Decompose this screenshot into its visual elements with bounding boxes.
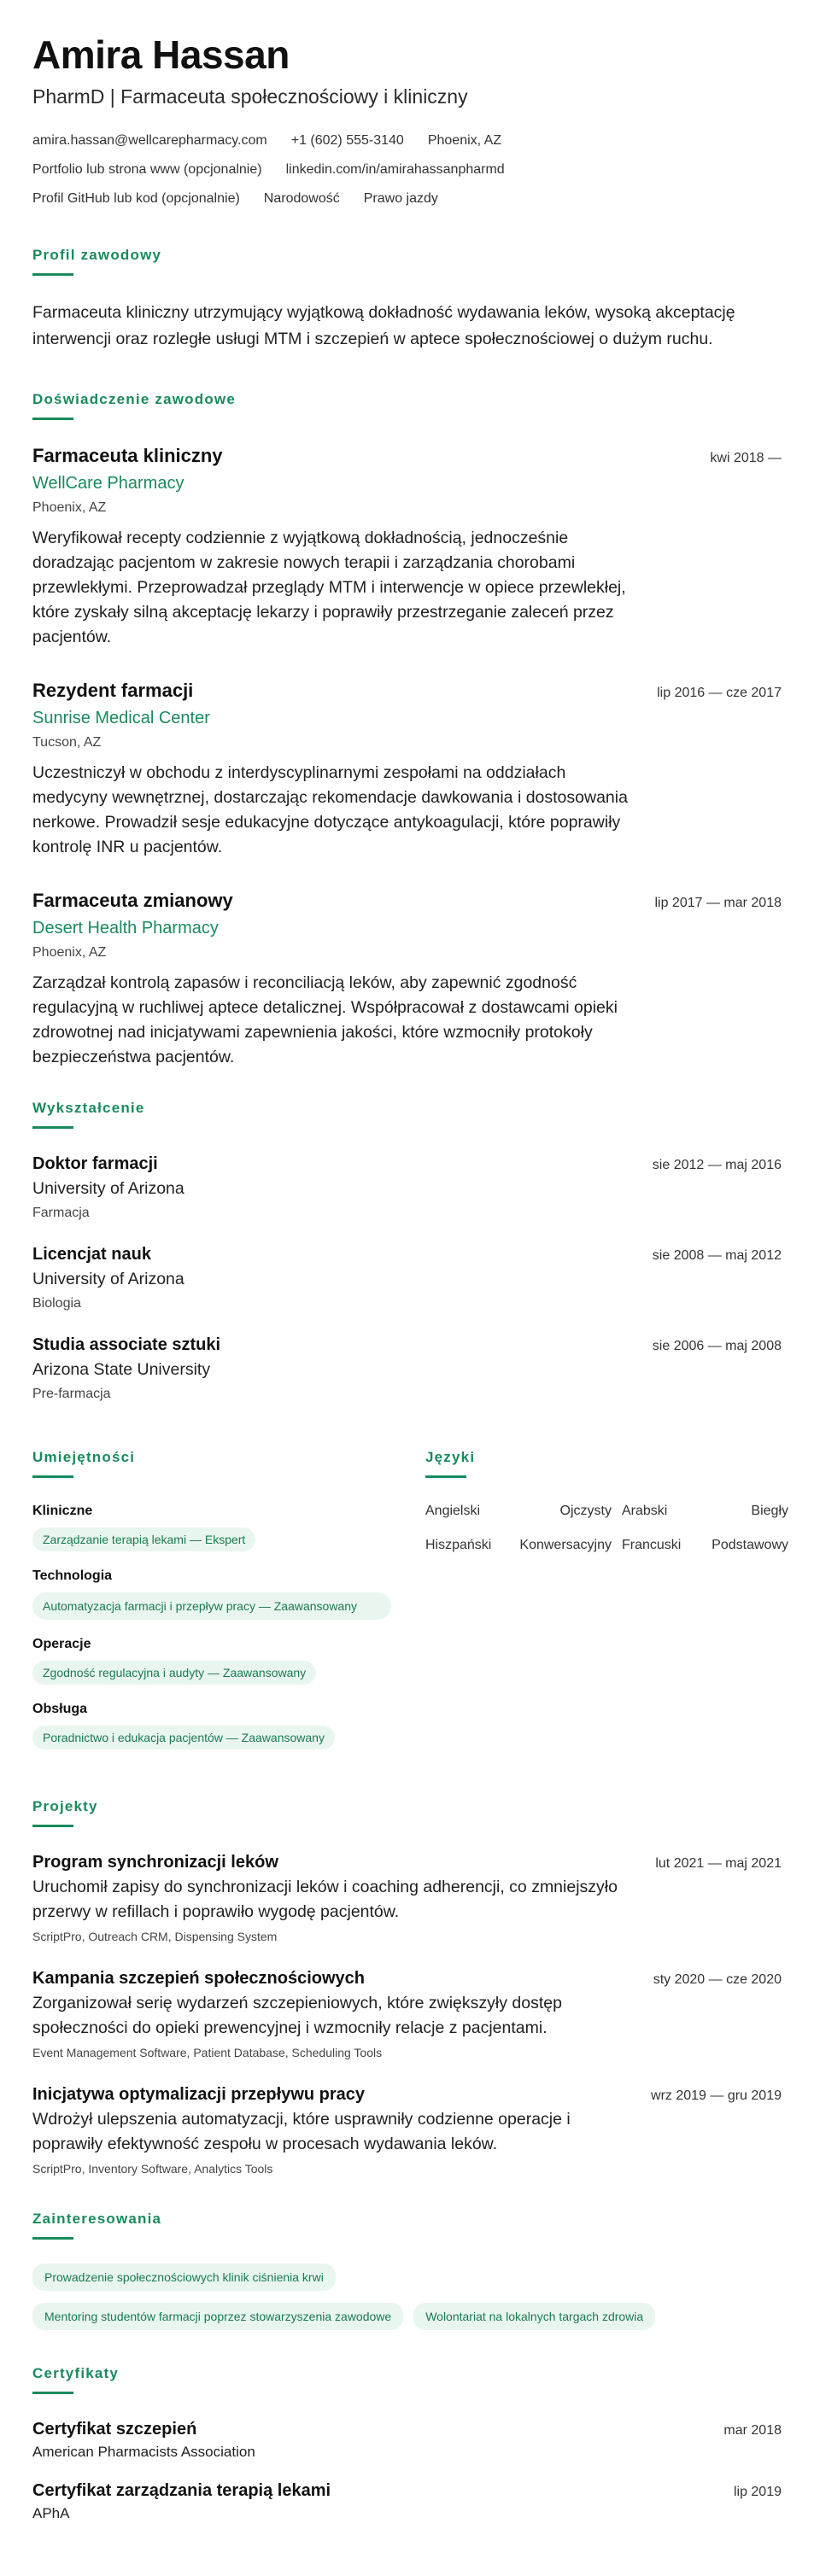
section-title: Projekty (32, 1798, 98, 1814)
language-name: Arabski (622, 1504, 668, 1518)
education-field: Farmacja (32, 1206, 90, 1220)
certificate-issuer: American Pharmacists Association (32, 2444, 255, 2460)
job-description: Zarządzał kontrolą zapasów i reconciliacją leków, aby zapewnić zgodność regulacyjną w ruchliwej aptece detalicznej. Współpracował z dostawcami opieki zdrowotnej nad inicjatywami zapewnienia jakości, które wzmocniły protokoły bezpieczeństwa pacjentów. (32, 973, 618, 1066)
job-dates: lip 2016 — cze 2017 (657, 686, 782, 700)
education-school: University of Arizona (32, 1179, 184, 1198)
job-dates: lip 2017 — mar 2018 (654, 896, 782, 910)
certificate-entry (32, 2480, 782, 2524)
section-divider (32, 418, 73, 420)
education-section (32, 1099, 782, 1404)
project-title: Inicjatywa optymalizacji przepływu pracy (32, 2085, 366, 2104)
education-entry (32, 1243, 782, 1313)
skill-group (32, 1700, 391, 1749)
project-entry (32, 2083, 782, 2177)
contact-phone[interactable]: +1 (602) 555-3140 (290, 133, 404, 148)
project-tech: ScriptPro, Outreach CRM, Dispensing System (32, 1930, 278, 1943)
profile-summary: Farmaceuta kliniczny utrzymujący wyjątkową dokładność wydawania leków, wysoką akceptację interwencji oraz rozległe usługi MTM i szczepień w aptece społecznościowej o dużym ruchu. (32, 303, 735, 348)
job-description: Weryfikował recepty codziennie z wyjątkową dokładnością, jednocześnie doradzając pacjentom w zakresie nowych terapii i zarządzania chorobami przewlekłymi. Przeprowadzał przeglądy MTM i interwencje w opiece przewlekłej, które zyskały silną akceptację lekarzy i poprawiły przestrzeganie zaleceń przez pacjentów. (32, 529, 626, 646)
projects-section (32, 1797, 782, 2177)
job-company: Desert Health Pharmacy (32, 919, 219, 938)
project-entry (32, 1967, 782, 2061)
project-dates: lut 2021 — maj 2021 (655, 1856, 782, 1871)
language-level: Ojczysty (559, 1504, 612, 1518)
project-description: Zorganizował serię wydarzeń szczepieniowych, które zwiększyły dostęp społeczności do opieki prewencyjnej i wzmocniły relacje z pacjentami. (32, 1994, 562, 2037)
skill-pill: Automatyzacja farmacji i przepływ pracy — Zaawansowany (32, 1592, 391, 1620)
language-name: Hiszpański (425, 1538, 492, 1552)
language-level: Podstawowy (712, 1538, 788, 1552)
section-divider (32, 2237, 73, 2240)
contact-github[interactable]: Profil GitHub lub kod (opcjonalnie) (32, 191, 240, 206)
section-divider (425, 1475, 466, 1478)
skill-pill: Zgodność regulacyjna i audyty — Zaawansowany (32, 1661, 316, 1685)
education-school: University of Arizona (32, 1270, 184, 1288)
skill-pill: Poradnictwo i edukacja pacjentów — Zaawansowany (32, 1726, 335, 1749)
section-divider (32, 1126, 73, 1129)
job-location: Phoenix, AZ (32, 945, 107, 960)
certificate-date: lip 2019 (733, 2485, 782, 2499)
profile-section (32, 246, 782, 353)
interests-row (32, 2263, 782, 2291)
job-entry (32, 444, 782, 650)
contact-info (32, 131, 782, 208)
certificate-title: Certyfikat zarządzania terapią lekami (32, 2481, 331, 2500)
interest-pill: Wolontariat na lokalnych targach zdrowia (413, 2303, 655, 2330)
contact-row-2 (32, 161, 782, 179)
project-entry (32, 1851, 782, 1945)
skill-group (32, 1635, 391, 1685)
contact-nationality: Narodowość (263, 191, 340, 206)
skill-pill: Zarządzanie terapią lekami — Ekspert (32, 1527, 255, 1551)
language-name: Francuski (622, 1538, 682, 1552)
contact-linkedin[interactable]: linkedin.com/in/amirahassanpharmd (285, 162, 505, 177)
interests-row (32, 2303, 782, 2330)
job-location: Tucson, AZ (32, 735, 102, 750)
skill-group (32, 1567, 391, 1620)
section-divider (32, 2392, 73, 2394)
skill-category: Operacje (32, 1637, 91, 1651)
certificate-title: Certyfikat szczepień (32, 2420, 197, 2439)
skill-category: Technologia (32, 1568, 113, 1583)
section-title: Doświadczenie zawodowe (32, 391, 237, 407)
section-title: Języki (425, 1449, 476, 1465)
certificate-entry (32, 2418, 782, 2462)
contact-license: Prawo jazdy (363, 191, 438, 206)
language-level: Konwersacyjny (519, 1538, 612, 1552)
section-divider (32, 1825, 73, 1827)
section-title: Wykształcenie (32, 1100, 145, 1116)
contact-row-1 (32, 131, 782, 150)
job-entry (32, 679, 782, 860)
project-title: Program synchronizacji leków (32, 1853, 278, 1872)
contact-location: Phoenix, AZ (427, 133, 502, 148)
education-entry (32, 1153, 782, 1223)
section-divider (32, 1475, 73, 1478)
interest-pill: Prowadzenie społecznościowych klinik ciśnienia krwi (32, 2263, 336, 2291)
project-dates: sty 2020 — cze 2020 (653, 1972, 782, 1987)
skill-category: Kliniczne (32, 1504, 93, 1518)
job-title: Rezydent farmacji (32, 680, 194, 701)
skill-group (32, 1502, 391, 1551)
education-degree: Licencjat nauk (32, 1245, 151, 1264)
contact-row-3 (32, 190, 782, 208)
project-dates: wrz 2019 — gru 2019 (651, 2088, 782, 2103)
education-field: Pre-farmacja (32, 1387, 111, 1401)
language-level: Biegły (751, 1504, 788, 1518)
contact-portfolio[interactable]: Portfolio lub strona www (opcjonalnie) (32, 162, 262, 177)
section-divider (32, 273, 73, 276)
candidate-headline: PharmD | Farmaceuta społecznościowy i kliniczny (32, 85, 468, 108)
languages-section (425, 1448, 788, 1765)
certificate-date: mar 2018 (723, 2423, 782, 2438)
skills-section (32, 1448, 391, 1765)
language-row (425, 1502, 788, 1521)
job-dates: kwi 2018 — (710, 451, 782, 465)
section-title: Certyfikaty (32, 2365, 120, 2381)
language-row (425, 1536, 788, 1555)
section-title: Umiejętności (32, 1449, 136, 1465)
education-dates: sie 2006 — maj 2008 (652, 1339, 782, 1353)
job-company: Sunrise Medical Center (32, 709, 210, 727)
job-location: Phoenix, AZ (32, 500, 107, 515)
project-title: Kampania szczepień społecznościowych (32, 1969, 366, 1988)
interests-section (32, 2210, 782, 2330)
education-field: Biologia (32, 1296, 81, 1311)
certificates-section (32, 2364, 782, 2524)
job-description: Uczestniczył w obchodu z interdyscyplinarnymi zespołami na oddziałach medycyny wewnętrznej, dostarczając rekomendacje dawkowania i dostosowania nerkowe. Prowadził sesje edukacyjne dotyczące antykoagulacji, które poprawiły kontrolę INR u pacjentów. (32, 763, 628, 856)
education-dates: sie 2012 — maj 2016 (652, 1158, 782, 1172)
project-tech: ScriptPro, Inventory Software, Analytics Tools (32, 2162, 273, 2176)
job-company: WellCare Pharmacy (32, 474, 184, 493)
certificate-issuer: APhA (32, 2505, 70, 2521)
job-entry (32, 889, 782, 1070)
education-school: Arizona State University (32, 1360, 211, 1379)
candidate-name: Amira Hassan (32, 32, 290, 77)
project-description: Wdrożył ulepszenia automatyzacji, które usprawniły codzienne operacje i poprawiły efektywność zespołu w procesach wydawania leków. (32, 2110, 571, 2153)
contact-email[interactable]: amira.hassan@wellcarepharmacy.com (32, 133, 267, 148)
skill-category: Obsługa (32, 1702, 88, 1716)
section-title: Profil zawodowy (32, 247, 162, 263)
project-tech: Event Management Software, Patient Database, Scheduling Tools (32, 2046, 383, 2059)
job-title: Farmaceuta kliniczny (32, 445, 223, 466)
education-entry (32, 1334, 782, 1404)
section-title: Zainteresowania (32, 2211, 162, 2227)
resume-header (32, 31, 782, 208)
job-title: Farmaceuta zmianowy (32, 890, 233, 911)
project-description: Uruchomił zapisy do synchronizacji leków i coaching adherencji, co zmniejszyło przerwy w refillach i poprawiło wygodę pacjentów. (32, 1878, 618, 1921)
experience-section (32, 390, 782, 1070)
interest-pill: Mentoring studentów farmacji poprzez stowarzyszenia zawodowe (32, 2303, 403, 2330)
skills-languages-row (32, 1448, 788, 1765)
language-name: Angielski (425, 1504, 481, 1518)
education-degree: Doktor farmacji (32, 1154, 158, 1173)
education-dates: sie 2008 — maj 2012 (652, 1248, 782, 1263)
education-degree: Studia associate sztuki (32, 1335, 221, 1354)
